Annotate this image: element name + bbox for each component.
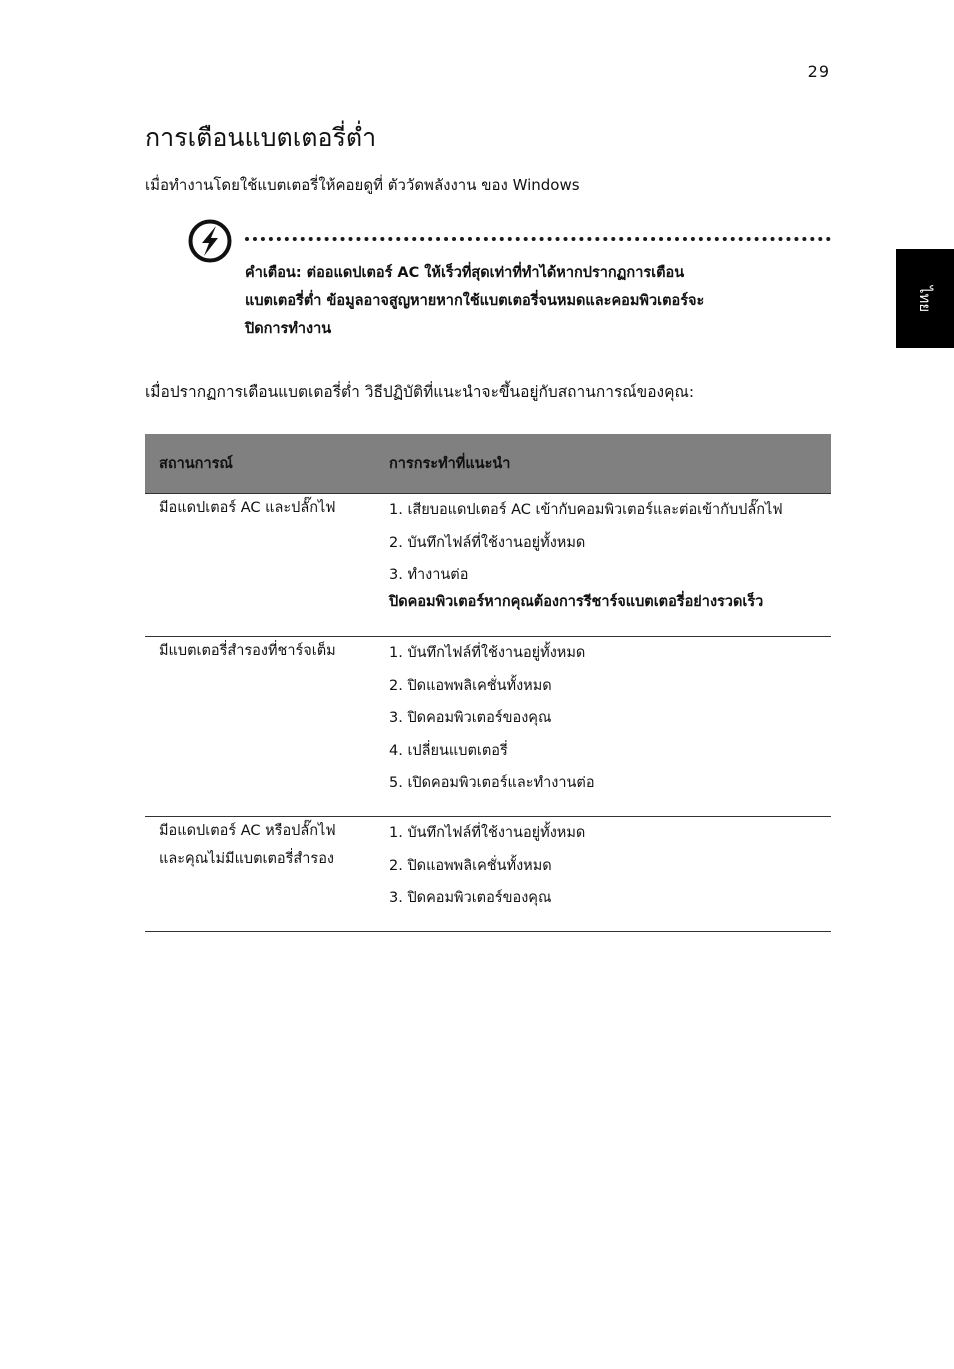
- situation-cell: มีอแดปเตอร์ AC และปลั๊กไฟ: [145, 494, 375, 637]
- intro-text: เมื่อทำงานโดยใช้แบตเตอรี่ให้คอยดูที่ ตัววัดพลังงาน ของ Windows: [145, 176, 580, 194]
- warning-text: คำเตือน: ต่ออแดปเตอร์ AC ให้เร็วที่สุดเท่าที่ทำได้หากปรากฏการเตือน แบตเตอรี่ต่ำ ข้อมูลอาจสูญหายหากใช้แบตเตอรี่จนหมดและคอมพิวเตอร์จะ ปิดการทำงาน: [245, 265, 705, 337]
- language-tab: [896, 249, 954, 348]
- step-item: 2. ปิดแอพพลิเคชั่นทั้งหมด: [389, 857, 552, 874]
- action-cell: [375, 637, 831, 817]
- step-item: 3. ปิดคอมพิวเตอร์ของคุณ: [389, 890, 552, 906]
- step-item: 3. ปิดคอมพิวเตอร์ของคุณ: [389, 710, 552, 726]
- step-item: 2. ปิดแอพพลิเคชั่นทั้งหมด: [389, 677, 552, 694]
- table-row: [145, 817, 831, 932]
- step-note: ปิดคอมพิวเตอร์หากคุณต้องการรีชาร์จแบตเตอรี่อย่างรวดเร็ว: [389, 593, 764, 610]
- language-tab-label: ไทย: [916, 285, 934, 312]
- action-cell: [375, 494, 831, 637]
- table-row: [145, 494, 831, 637]
- step-item: 1. บันทึกไฟล์ที่ใช้งานอยู่ทั้งหมด: [389, 825, 586, 841]
- lead-text: เมื่อปรากฏการเตือนแบตเตอรี่ต่ำ วิธีปฏิบัติที่แนะนำจะขึ้นอยู่กับสถานการณ์ของคุณ:: [145, 383, 695, 401]
- step-item: 3. ทำงานต่อ: [389, 567, 469, 583]
- situation-cell: มีอแดปเตอร์ AC หรือปลั๊กไฟ และคุณไม่มีแบตเตอรี่สำรอง: [145, 817, 375, 932]
- warning-divider: [245, 237, 831, 241]
- page-title: การเตือนแบตเตอรี่ต่ำ: [145, 123, 377, 152]
- situation-cell: มีแบตเตอรี่สำรองที่ชาร์จเต็ม: [145, 637, 375, 817]
- battery-actions-table: [145, 434, 831, 932]
- header-situation: สถานการณ์: [145, 434, 375, 494]
- step-item: 1. บันทึกไฟล์ที่ใช้งานอยู่ทั้งหมด: [389, 645, 586, 661]
- step-item: 5. เปิดคอมพิวเตอร์และทำงานต่อ: [389, 775, 595, 791]
- header-action: การกระทำที่แนะนำ: [375, 434, 831, 494]
- step-item: 2. บันทึกไฟล์ที่ใช้งานอยู่ทั้งหมด: [389, 534, 586, 551]
- page-number: 29: [807, 62, 830, 81]
- step-item: 1. เสียบอแดปเตอร์ AC เข้ากับคอมพิวเตอร์และต่อเข้ากับปลั๊กไฟ: [389, 502, 783, 518]
- lightning-bolt-icon: [187, 218, 233, 264]
- table-header-row: [145, 434, 831, 494]
- step-item: 4. เปลี่ยนแบตเตอรี่: [389, 742, 508, 759]
- action-cell: [375, 817, 831, 932]
- table-row: [145, 637, 831, 817]
